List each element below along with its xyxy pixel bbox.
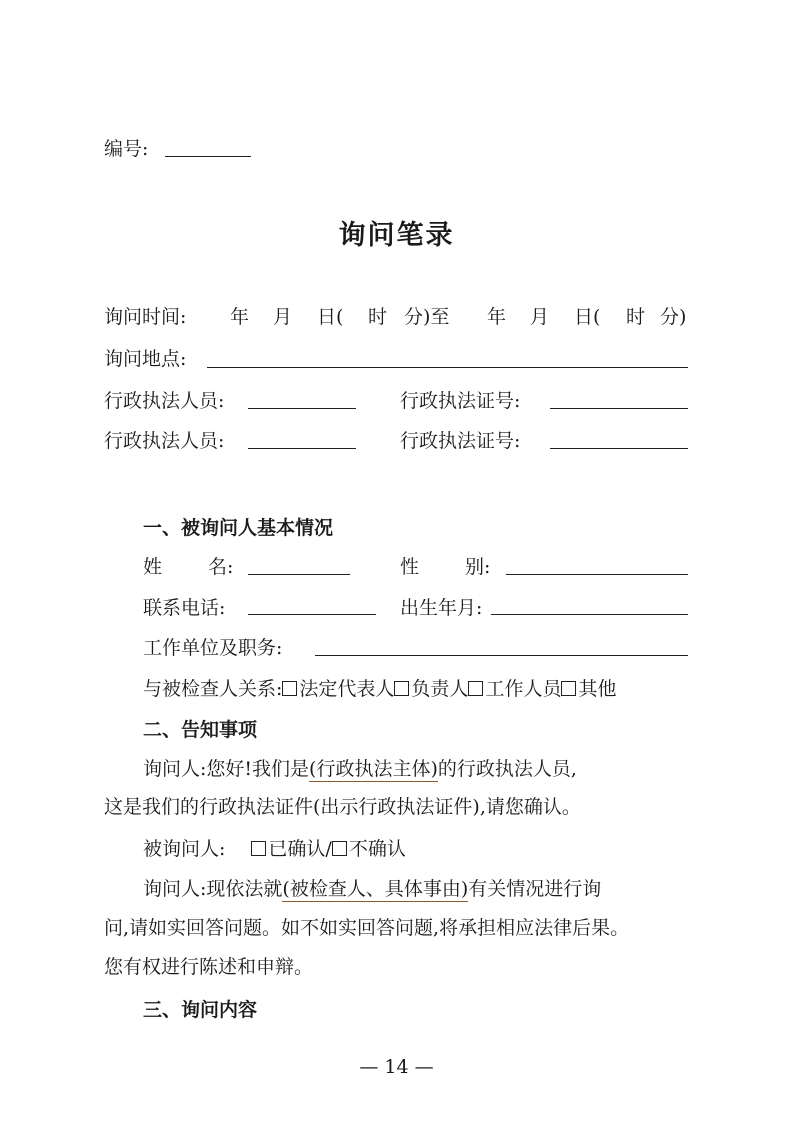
officer-1-field[interactable] [248, 408, 356, 409]
name-label-a: 姓 [143, 556, 163, 578]
time-hour-2: 时 [626, 306, 646, 328]
name-label-b: 名: [208, 556, 234, 578]
time-day-2: 日( [574, 306, 601, 328]
notice-p1-line1 [143, 757, 577, 781]
checkbox-confirmed[interactable] [251, 841, 266, 856]
option-legal-rep: 法定代表人 [299, 678, 395, 700]
time-year-1: 年 [230, 306, 250, 328]
option-confirmed: 已确认/ [268, 838, 332, 860]
notice-p1-line2: 这是我们的行政执法证件(出示行政执法证件),请您确认。 [104, 796, 581, 818]
place-field[interactable] [207, 367, 688, 368]
confirm-row [143, 837, 406, 861]
birth-label: 出生年月: [400, 597, 483, 619]
checkbox-person-in-charge[interactable] [394, 681, 409, 696]
option-person-in-charge: 负责人 [411, 678, 469, 700]
cert-2-field[interactable] [550, 448, 688, 449]
time-hour-1: 时 [368, 306, 388, 328]
time-label: 询问时间: [104, 306, 187, 328]
employer-field[interactable] [315, 655, 688, 656]
section-3-heading: 三、询问内容 [143, 999, 258, 1021]
notice-p2-line2: 问,请如实回答问题。如不如实回答问题,将承担相应法律后果。 [104, 917, 630, 939]
notice-p2-text-b: 有关情况进行询 [468, 878, 602, 900]
number-field[interactable] [165, 156, 251, 157]
time-month-1: 月 [273, 306, 293, 328]
time-minute-2: 分) [660, 306, 687, 328]
section-2-heading: 二、告知事项 [143, 719, 258, 741]
officer-2-field[interactable] [248, 448, 356, 449]
page-title: 询问笔录 [338, 220, 455, 251]
notice-p1-text-b: 的行政执法人员, [437, 758, 577, 780]
time-year-2: 年 [487, 306, 507, 328]
checkbox-other[interactable] [561, 681, 576, 696]
name-field[interactable] [248, 574, 350, 575]
option-not-confirmed: 不确认 [348, 838, 406, 860]
section-1-heading: 一、被询问人基本情况 [143, 517, 334, 539]
notice-p1-text-a: 询问人:您好!我们是 [143, 758, 310, 780]
relation-label: 与被检查人关系: [143, 678, 283, 700]
phone-field[interactable] [248, 614, 376, 615]
cert-1-label: 行政执法证号: [400, 390, 521, 412]
relation-row [143, 677, 616, 701]
checkbox-not-confirmed[interactable] [332, 841, 347, 856]
page-number: — 14 — [359, 1056, 434, 1078]
officer-1-label: 行政执法人员: [104, 390, 225, 412]
enforcement-subject-blank[interactable]: (行政执法主体) [309, 758, 438, 780]
notice-p2-line3: 您有权进行陈述和申辩。 [104, 956, 314, 978]
gender-field[interactable] [506, 574, 688, 575]
subject-matter-blank[interactable]: (被检查人、具体事由) [282, 878, 469, 900]
number-label: 编号: [104, 138, 149, 160]
notice-p2-text-a: 询问人:现依法就 [143, 878, 283, 900]
employer-label: 工作单位及职务: [143, 637, 283, 659]
cert-1-field[interactable] [550, 408, 688, 409]
time-day-1: 日( [317, 306, 344, 328]
checkbox-staff[interactable] [468, 681, 483, 696]
time-minute-1: 分)至 [404, 306, 450, 328]
phone-label: 联系电话: [143, 597, 226, 619]
cert-2-label: 行政执法证号: [400, 430, 521, 452]
birth-field[interactable] [491, 614, 688, 615]
time-month-2: 月 [530, 306, 550, 328]
confirm-label: 被询问人: [143, 838, 226, 860]
option-other: 其他 [578, 678, 617, 700]
checkbox-legal-rep[interactable] [282, 681, 297, 696]
notice-p2-line1 [143, 877, 601, 901]
gender-label-b: 别: [465, 556, 491, 578]
gender-label-a: 性 [400, 556, 420, 578]
place-label: 询问地点: [104, 348, 187, 370]
officer-2-label: 行政执法人员: [104, 430, 225, 452]
option-staff: 工作人员 [485, 678, 562, 700]
